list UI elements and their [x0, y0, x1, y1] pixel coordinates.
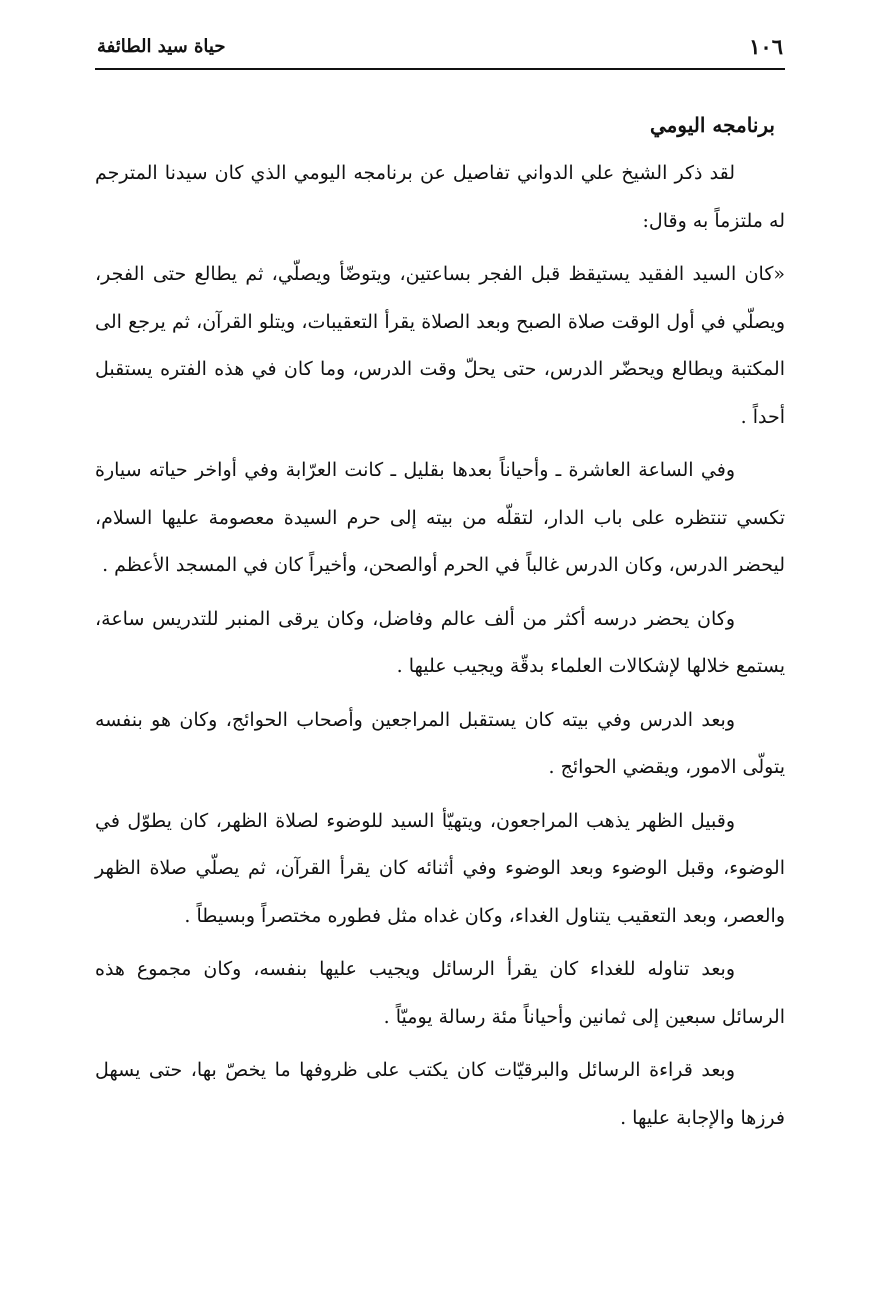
page-number: ١٠٦ [749, 34, 783, 59]
paragraph: وقبيل الظهر يذهب المراجعون، ويتهيّأ السيد للوضوء لصلاة الظهر، كان يطوّل في الوضوء، وقبل الوضوء وبعد الوضوء وفي أثنائه كان يقرأ القرآن، ثم يصلّي صلاة الظهر والعصر، وبعد التعقيب يتناول الغداء، وكان غداه مثل فطوره مختصراً وبسيطاً . [95, 809, 785, 927]
page-header [95, 28, 785, 70]
running-title: حياة سيد الطائفة [97, 36, 226, 57]
paragraph: لقد ذكر الشيخ علي الدواني تفاصيل عن برنامجه اليومي الذي كان سيدنا المترجم له ملتزماً به وقال: [95, 162, 785, 232]
paragraph: وكان يحضر درسه أكثر من ألف عالم وفاضل، وكان يرقى المنبر للتدريس ساعة، يستمع خلالها لإشكالات العلماء بدقّة ويجيب عليها . [95, 607, 785, 677]
paragraph: وبعد قراءة الرسائل والبرقيّات كان يكتب على ظروفها ما يخصّ بها، حتى يسهل فرزها والإجابة عليها . [95, 1059, 785, 1129]
paragraph: وبعد تناوله للغداء كان يقرأ الرسائل ويجيب عليها بنفسه، وكان مجموع هذه الرسائل سبعين إلى ثمانين وأحياناً مئة رسالة يوميّاً . [95, 958, 785, 1028]
paragraph: وفي الساعة العاشرة ـ وأحياناً بعدها بقليل ـ كانت العرّابة وفي أواخر حياته سيارة تكسي تنتظره على باب الدار، لتقلّه من بيته إلى حرم السيدة معصومة عليها السلام، ليحضر الدرس، وكان الدرس غالباً في الحرم أوالصحن، وأخيراً كان في المسجد الأعظم . [95, 459, 785, 576]
paragraph: «كان السيد الفقيد يستيقظ قبل الفجر بساعتين، ويتوضّأ ويصلّي، ثم يطالع حتى الفجر، ويصلّي في أول الوقت صلاة الصبح وبعد الصلاة يقرأ التعقيبات، ويتلو القرآن، ثم يرجع الى المكتبة ويطالع ويحضّر الدرس، حتى يحلّ وقت الدرس، وما كان في هذه الفتره يستقبل أحداً . [95, 263, 785, 428]
section-title: برنامجه اليومي [650, 113, 775, 137]
paragraph: وبعد الدرس وفي بيته كان يستقبل المراجعين وأصحاب الحوائج، وكان هو بنفسه يتولّى الامور، ويقضي الحوائج . [95, 708, 785, 778]
page-body [95, 100, 785, 1148]
